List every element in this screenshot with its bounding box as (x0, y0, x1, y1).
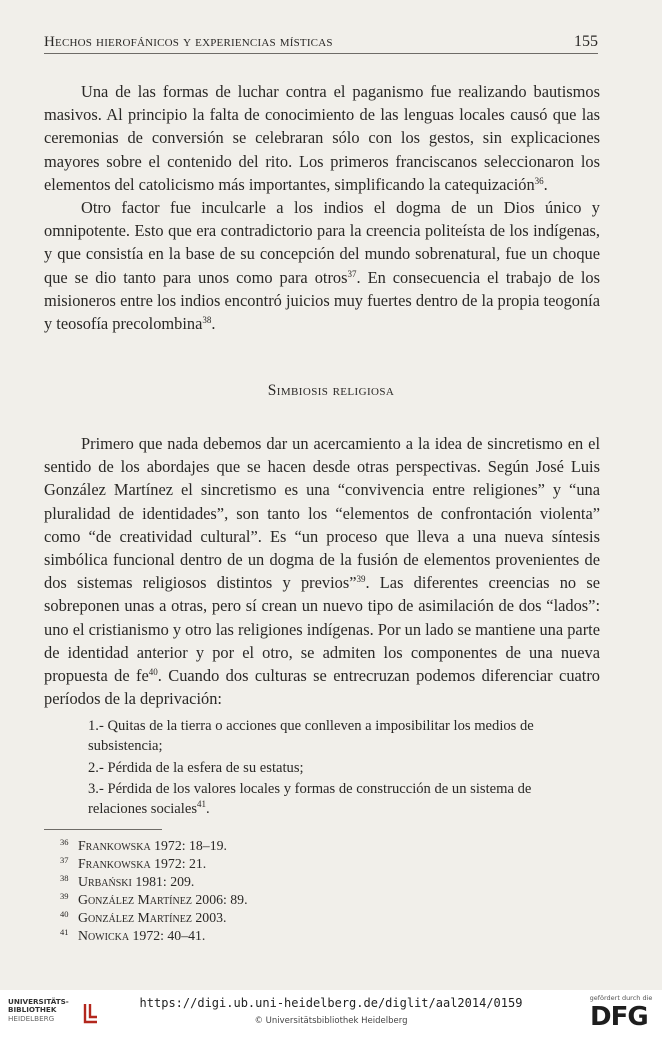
footnote-ref[interactable]: 36 (534, 175, 544, 186)
footnote-divider (44, 829, 162, 830)
footnote-citation: 1972: 21. (150, 856, 207, 872)
footnote-citation: 1972: 40–41. (129, 928, 206, 944)
paragraph-text: . Cuando dos culturas se entrecruzan podemos diferenciar cuatro períodos de la deprivación: (44, 666, 601, 709)
footnote-ref[interactable]: 41 (197, 799, 206, 810)
footnote-author: Urbański (78, 874, 132, 890)
footnote-citation: 2006: 89. (191, 892, 248, 908)
footnote-author: Frankowska (78, 838, 151, 853)
paragraph-dogma (44, 196, 600, 335)
footnote-citation: 1972: 18–19. (150, 838, 227, 853)
paragraph-bautismos (44, 80, 600, 196)
paragraph-text: . En consecuencia el trabajo de los misioneros entre los indios encontró juicios muy fuertes dentro de la propia teogonía y teosofía precolombina (44, 267, 600, 334)
paragraph-text: . Las diferentes creencias no se sobreponen unas a otras, pero sí crean un nuevo tipo de asimilación de dos “lados”: uno el cristianismo y otro las religiones indígenas. Por un lado se mantiene una parte de identidad anterior y por el otro, se admiten los componentes de una nueva propuesta de fe (44, 573, 600, 686)
library-name-line: UNIVERSITÄTS- (8, 997, 69, 1006)
library-name-line: HEIDELBERG (8, 1013, 55, 1023)
footnote: 37 Frankowska 1972: 21. (60, 855, 207, 872)
paragraph-text: Primero que nada debemos dar un acercamiento a la idea de sincretismo en el sentido de los abordajes que se hacen desde otras perspectivas. Según José Luis González Martínez el sincretismo es una “convivencia entre religiones” y “una pluralidad de identidades”, son tanto los “elementos de confrontación violenta” como “de creatividad cultural”. Es “un proceso que lleva a una nueva síntesis simbólica funcional dentro de un dogma de la fusión de elementos provenientes de dos sistemas religiosos distintos y previos” (44, 434, 600, 593)
paragraph-text: Otro factor fue inculcarle a los indios el dogma de un Dios único y omnipotente. Esto que era contradictorio para la creencia politeísta de los indígenas, y que consistía en la base de su concepción del mundo sobrenatural, fue un choque que se dio tanto para unos como para otros (44, 198, 600, 287)
list-item (88, 717, 554, 757)
paragraph-sincretismo (44, 432, 600, 710)
footnote: 38 Urbański 1981: 209. (60, 873, 195, 890)
dfg-caption: gefördert durch die (589, 994, 653, 1002)
library-name-line: BIBLIOTHEK (8, 1005, 57, 1015)
running-title: Hechos hierofánicos y experiencias místicas (44, 34, 333, 50)
list-item-text: 1.- Quitas de la tierra o acciones que conlleven a imposibilitar los medios de subsistencia; (88, 718, 534, 754)
viewer-footer (0, 990, 662, 1037)
footnote-ref[interactable]: 37 (347, 268, 357, 279)
running-head (44, 33, 598, 54)
paragraph-text: . (543, 174, 548, 194)
footnote: 36 Frankowska 1972: 18–19. (60, 837, 227, 853)
footnote: 40 González Martínez 2003. (60, 909, 227, 926)
footnote-citation: 1981: 209. (131, 874, 195, 890)
list-item (88, 759, 554, 779)
footnote-author: González Martínez (78, 910, 192, 926)
dfg-logo: DFG (590, 1002, 648, 1032)
section-1-text (44, 80, 600, 335)
deprivation-list (88, 717, 554, 822)
permalink-url[interactable]: https://digi.ub.uni-heidelberg.de/diglit/aal2014/0159 (139, 996, 523, 1010)
footnote-author: Nowicka (78, 928, 130, 944)
paragraph-text: . (211, 314, 216, 334)
paragraph-text: Una de las formas de luchar contra el paganismo fue realizando bautismos masivos. Al principio la falta de conocimiento de las lenguas locales causó que las ceremonias de conversión se celebraran sólo con los gestos, sin explicaciones mayores sobre el contenido del rito. Los primeros franciscanos seleccionaron los elementos del catolicismo más importantes, simplificando la catequización (44, 82, 600, 194)
list-item-text: . (206, 801, 210, 818)
footnote: 41 Nowicka 1972: 40–41. (60, 927, 206, 944)
footnote-citation: 2003. (191, 910, 227, 926)
section-heading: Simbiosis religiosa (267, 382, 395, 399)
footnote-ref[interactable]: 38 (202, 315, 212, 326)
list-item (88, 780, 554, 820)
list-item-text: 2.- Pérdida de la esfera de su estatus; (88, 759, 304, 776)
footnote-author: González Martínez (78, 892, 192, 908)
dfg-funding[interactable] (588, 994, 654, 1034)
footnote-ref[interactable]: 39 (356, 574, 366, 585)
list-item-text: 3.- Pérdida de los valores locales y formas de construcción de un sistema de relaciones sociales (88, 781, 532, 818)
footnotes (60, 837, 560, 946)
footnote-author: Frankowska (78, 856, 151, 872)
footnote-ref[interactable]: 40 (148, 667, 158, 678)
section-2-text (44, 432, 600, 710)
copyright-notice: © Universitätsbibliothek Heidelberg (254, 1016, 408, 1026)
page-number: 155 (574, 33, 598, 50)
footnote: 39 González Martínez 2006: 89. (60, 891, 248, 908)
